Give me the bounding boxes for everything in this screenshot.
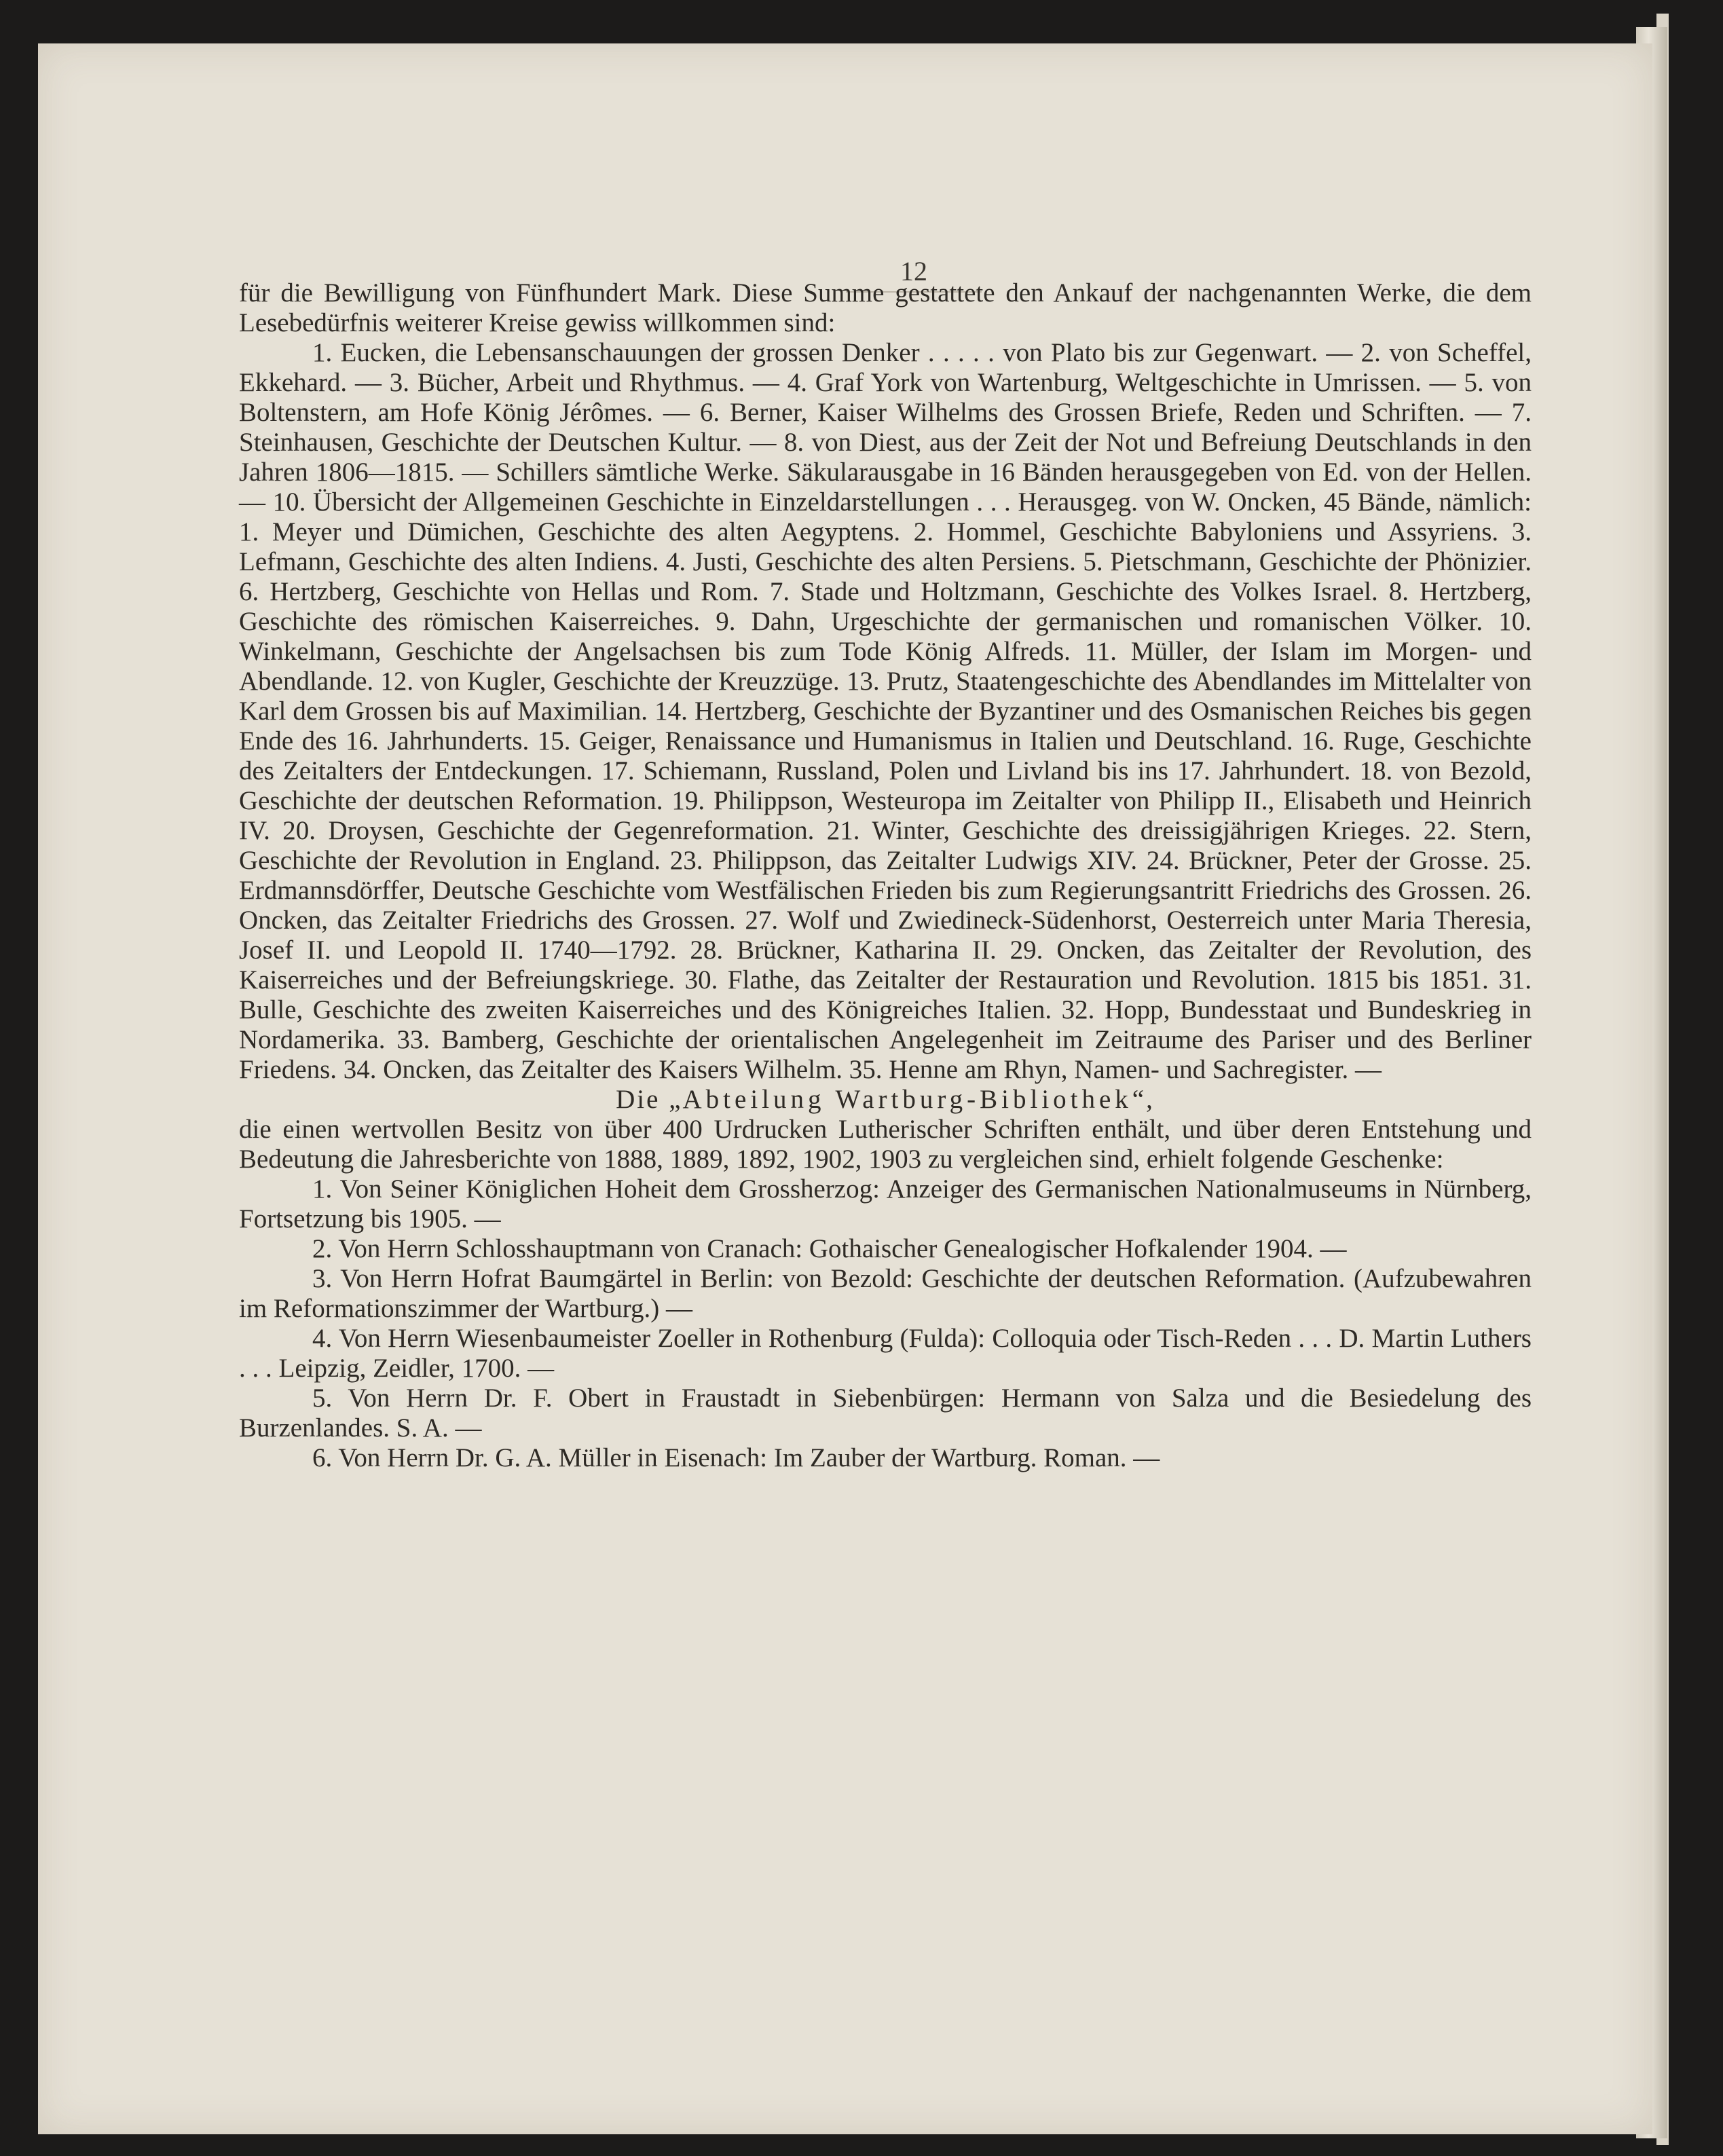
list-item: 1. Von Seiner Königlichen Hoheit dem Grossherzog: Anzeiger des Germanischen Nationalmuseums in Nürnberg, Fortsetzung bis 1905. — (239, 1174, 1532, 1233)
intro-paragraph: für die Bewilligung von Fünfhundert Mark. Diese Summe gestattete den Ankauf der nachgenannten Werke, die dem Lesebedürfnis weiterer Kreise gewiss willkommen sind: (239, 278, 1532, 337)
list-item: 5. Von Herrn Dr. F. Obert in Fraustadt in Siebenbürgen: Hermann von Salza und die Besiedelung des Burzenlandes. S. A. — (239, 1383, 1532, 1443)
section-heading-title: Abteilung Wartburg-Bibliothek (682, 1085, 1132, 1114)
page-number: 12 (846, 255, 982, 293)
list-item: 3. Von Herrn Hofrat Baumgärtel in Berlin: von Bezold: Geschichte der deutschen Reformation. (Aufzubewahren im Reformationszimmer der Wartburg.) — (239, 1264, 1532, 1323)
section-intro-paragraph: die einen wertvollen Besitz von über 400 Urdrucken Lutherischer Schriften enthält, und über deren Entstehung und Bedeutung die Jahresberichte von 1888, 1889, 1892, 1902, 1903 zu vergleichen sind, erhielt folgende Geschenke: (239, 1115, 1532, 1174)
section-heading (239, 1085, 1532, 1115)
gifts-list (239, 1174, 1532, 1473)
list-item: 2. Von Herrn Schlosshauptmann von Cranach: Gothaischer Genealogischer Hofkalender 1904. — (312, 1234, 1347, 1263)
list-item: 6. Von Herrn Dr. G. A. Müller in Eisenach: Im Zauber der Wartburg. Roman. — (312, 1443, 1160, 1472)
page-body (239, 278, 1532, 1473)
list-item: 4. Von Herrn Wiesenbaumeister Zoeller in Rothenburg (Fulda): Colloquia oder Tisch-Reden . . . D. Martin Luthers . . . Leipzig, Zeidler, 1700. — (239, 1324, 1532, 1383)
section-heading-suffix: “, (1132, 1085, 1155, 1114)
section-heading-prefix: Die „ (616, 1085, 683, 1114)
works-list-paragraph: 1. Eucken, die Lebensanschauungen der grossen Denker . . . . . von Plato bis zur Gegenwart. — 2. von Scheffel, Ekkehard. — 3. Bücher, Arbeit und Rhythmus. — 4. Graf York von Wartenburg, Weltgeschichte in Umrissen. — 5. von Boltenstern, am Hofe König Jérômes. — 6. Berner, Kaiser Wilhelms des Grossen Briefe, Reden und Schriften. — 7. Steinhausen, Geschichte der Deutschen Kultur. — 8. von Diest, aus der Zeit der Not und Befreiung Deutschlands in den Jahren 1806—1815. — Schillers sämtliche Werke. Säkularausgabe in 16 Bänden herausgegeben von Ed. von der Hellen. — 10. Übersicht der Allgemeinen Geschichte in Einzeldarstellungen . . . Herausgeg. von W. Oncken, 45 Bände, nämlich: 1. Meyer und Dümichen, Geschichte des alten Aegyptens. 2. Hommel, Geschichte Babyloniens und Assyriens. 3. Lefmann, Geschichte des alten Indiens. 4. Justi, Geschichte des alten Persiens. 5. Pietschmann, Geschichte der Phönizier. 6. Hertzberg, Geschichte von Hellas und Rom. 7. Stade und Holtzmann, Geschichte des Volkes Israel. 8. Hertzberg, Geschichte des römischen Kaiserreiches. 9. Dahn, Urgeschichte der germanischen und romanischen Völker. 10. Winkelmann, Geschichte der Angelsachsen bis zum Tode König Alfreds. 11. Müller, der Islam im Morgen- und Abendlande. 12. von Kugler, Geschichte der Kreuzzüge. 13. Prutz, Staatengeschichte des Abendlandes im Mittelalter von Karl dem Grossen bis auf Maximilian. 14. Hertzberg, Geschichte der Byzantiner und des Osmanischen Reiches bis gegen Ende des 16. Jahrhunderts. 15. Geiger, Renaissance und Humanismus in Italien und Deutschland. 16. Ruge, Geschichte des Zeitalters der Entdeckungen. 17. Schiemann, Russland, Polen und Livland bis ins 17. Jahrhundert. 18. von Bezold, Geschichte der deutschen Reformation. 19. Philippson, Westeuropa im Zeitalter von Philipp II., Elisabeth und Heinrich IV. 20. Droysen, Geschichte der Gegenreformation. 21. Winter, Geschichte des dreissigjährigen Krieges. 22. Stern, Geschichte der Revolution in England. 23. Philippson, das Zeitalter Ludwigs XIV. 24. Brückner, Peter der Grosse. 25. Erdmannsdörffer, Deutsche Geschichte vom Westfälischen Frieden bis zum Regierungsantritt Friedrichs des Grossen. 26. Oncken, das Zeitalter Friedrichs des Grossen. 27. Wolf und Zwiedineck-Südenhorst, Oesterreich unter Maria Theresia, Josef II. und Leopold II. 1740—1792. 28. Brückner, Katharina II. 29. Oncken, das Zeitalter der Revolution, des Kaiserreiches und der Befreiungskriege. 30. Flathe, das Zeitalter der Restauration und Revolution. 1815 bis 1851. 31. Bulle, Geschichte des zweiten Kaiserreiches und des Königreiches Italien. 32. Hopp, Bundesstaat und Bundeskrieg in Nordamerika. 33. Bamberg, Geschichte der orientalischen Angelegenheit im Zeitraume des Pariser und des Berliner Friedens. 34. Oncken, das Zeitalter des Kaisers Wilhelm. 35. Henne am Rhyn, Namen- und Sachregister. — (239, 338, 1532, 1084)
